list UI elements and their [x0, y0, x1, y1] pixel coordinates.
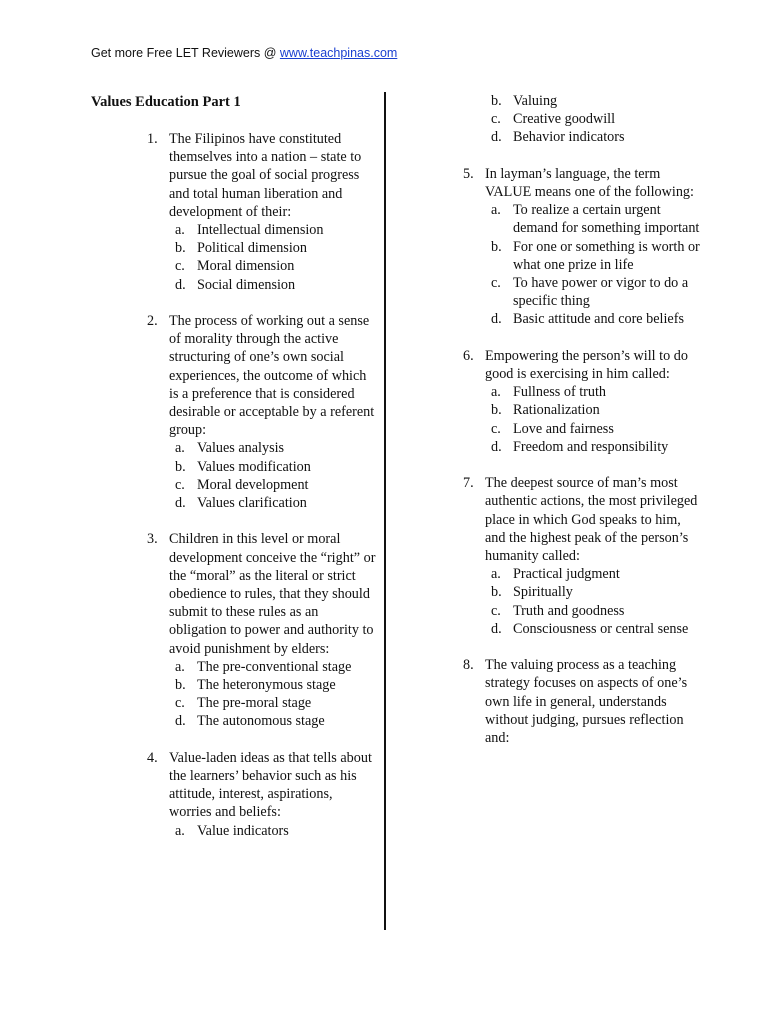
option-list	[169, 822, 376, 840]
answer-option	[169, 476, 376, 494]
answer-option	[169, 257, 376, 275]
question-number: 4.	[147, 749, 158, 766]
option-text: Behavior indicators	[513, 129, 625, 146]
answer-option	[485, 438, 700, 456]
header-text: Get more Free LET Reviewers @	[91, 46, 280, 60]
question-item	[455, 165, 700, 329]
option-letter: c.	[175, 695, 185, 712]
option-text: Truth and goodness	[513, 602, 625, 619]
option-text: The pre-moral stage	[197, 695, 312, 712]
answer-option	[485, 128, 700, 146]
option-letter: c.	[491, 275, 501, 292]
answer-option	[485, 310, 700, 328]
option-letter: a.	[491, 384, 501, 401]
teachpinas-link[interactable]: www.teachpinas.com	[279, 46, 398, 60]
answer-option	[169, 439, 376, 457]
option-text: Valuing	[513, 93, 558, 109]
continued-options	[455, 92, 700, 147]
option-text: Moral dimension	[197, 258, 295, 275]
option-text: To realize a certain urgent demand for something important	[513, 202, 700, 237]
option-text: Social dimension	[197, 276, 296, 293]
left-question-list	[91, 130, 376, 840]
option-letter: a.	[175, 440, 185, 457]
question-item	[91, 530, 376, 730]
option-text: The autonomous stage	[197, 713, 325, 730]
option-letter: a.	[175, 822, 185, 839]
answer-option	[485, 583, 700, 601]
answer-option	[485, 383, 700, 401]
option-text: To have power or vigor to do a specific thing	[513, 275, 689, 310]
option-list	[169, 439, 376, 512]
answer-option	[485, 238, 700, 274]
question-stem: In layman’s language, the term VALUE means one of the following:	[485, 165, 694, 200]
option-letter: a.	[175, 658, 185, 675]
answer-option	[485, 620, 700, 638]
option-text: The heteronymous stage	[197, 677, 336, 694]
option-text: Values modification	[197, 458, 311, 475]
question-number: 7.	[463, 475, 474, 492]
option-letter: b.	[491, 402, 502, 419]
option-letter: d.	[175, 713, 186, 730]
option-letter: d.	[491, 129, 502, 146]
option-list	[485, 565, 700, 638]
question-number: 1.	[147, 131, 158, 147]
answer-option	[169, 276, 376, 294]
option-letter: a.	[491, 566, 501, 583]
option-list	[169, 221, 376, 294]
option-letter: b.	[491, 93, 502, 109]
option-text: For one or something is worth or what one prize in life	[513, 238, 700, 273]
question-number: 8.	[463, 657, 474, 674]
question-stem: Empowering the person’s will to do good is exercising in him called:	[485, 347, 688, 383]
question-stem: The deepest source of man’s most authentic actions, the most privileged place in which God speaks to him, and the highest peak of the person’s humanity called:	[485, 475, 698, 565]
answer-option	[169, 221, 376, 239]
question-stem: The valuing process as a teaching strategy focuses on aspects of one’s own life in general, understands without judging, pursues reflection and:	[485, 657, 688, 747]
option-letter: c.	[491, 420, 501, 437]
option-letter: c.	[491, 111, 501, 128]
question-item	[91, 312, 376, 512]
option-list	[169, 658, 376, 731]
option-text: Political dimension	[197, 240, 307, 257]
question-item	[91, 749, 376, 840]
option-text: Basic attitude and core beliefs	[513, 311, 684, 328]
option-text: Practical judgment	[513, 566, 620, 583]
option-letter: d.	[491, 311, 502, 328]
option-text: Value indicators	[197, 822, 289, 839]
option-list	[485, 201, 700, 328]
option-text: Creative goodwill	[513, 111, 616, 128]
question-stem: Value-laden ideas as that tells about the learners’ behavior such as his attitude, interest, aspirations, worries and beliefs:	[169, 749, 372, 821]
option-text: Values clarification	[197, 495, 307, 512]
option-letter: c.	[175, 258, 185, 275]
option-letter: a.	[491, 202, 501, 219]
option-letter: b.	[175, 240, 186, 257]
option-letter: b.	[175, 677, 186, 694]
option-letter: d.	[491, 620, 502, 637]
option-text: Values analysis	[197, 440, 285, 457]
answer-option	[485, 274, 700, 310]
answer-option	[485, 565, 700, 583]
option-list	[485, 383, 700, 456]
answer-option	[169, 694, 376, 712]
right-column	[455, 92, 700, 765]
question-stem: The Filipinos have constituted themselves into a nation – state to pursue the goal of social progress and total human liberation and development of their:	[169, 131, 362, 220]
option-letter: c.	[175, 476, 185, 493]
option-letter: b.	[491, 584, 502, 601]
option-text: Fullness of truth	[513, 384, 607, 401]
answer-option	[485, 201, 700, 237]
question-item	[455, 656, 700, 747]
answer-option	[169, 676, 376, 694]
option-letter: d.	[175, 495, 186, 512]
continued-option-list	[485, 92, 700, 147]
option-text: Rationalization	[513, 402, 600, 419]
question-stem: Children in this level or moral development conceive the “right” or the “moral” as the literal or strict obedience to rules, that they should submit to these rules as an obligation to power and authority to avoid punishment by elders:	[169, 531, 376, 657]
answer-option	[169, 239, 376, 257]
page-header	[91, 46, 397, 60]
question-number: 2.	[147, 313, 158, 330]
option-text: Love and fairness	[513, 420, 614, 437]
option-text: Moral development	[197, 476, 309, 493]
option-letter: c.	[491, 602, 501, 619]
question-item	[455, 347, 700, 456]
answer-option	[485, 602, 700, 620]
column-divider	[384, 92, 386, 930]
option-letter: b.	[491, 238, 502, 255]
question-item	[91, 130, 376, 294]
document-title: Values Education Part 1	[91, 94, 241, 110]
option-text: The pre-conventional stage	[197, 658, 352, 675]
answer-option	[169, 458, 376, 476]
answer-option	[169, 494, 376, 512]
left-column	[91, 92, 376, 858]
question-number: 3.	[147, 531, 158, 548]
answer-option	[485, 110, 700, 128]
answer-option	[485, 92, 700, 110]
option-text: Intellectual dimension	[197, 222, 324, 239]
question-number: 6.	[463, 347, 474, 364]
answer-option	[169, 658, 376, 676]
answer-option	[485, 420, 700, 438]
option-text: Freedom and responsibility	[513, 438, 669, 455]
option-letter: d.	[175, 276, 186, 293]
option-text: Consciousness or central sense	[513, 620, 689, 637]
option-letter: d.	[491, 438, 502, 455]
question-item	[455, 474, 700, 638]
answer-option	[169, 712, 376, 730]
answer-option	[169, 822, 376, 840]
option-letter: b.	[175, 458, 186, 475]
answer-option	[485, 401, 700, 419]
option-text: Spiritually	[513, 584, 573, 601]
option-letter: a.	[175, 222, 185, 239]
question-stem: The process of working out a sense of morality through the active structuring of one’s own social experiences, the outcome of which is a preference that is considered desirable or acceptable by a referent group:	[169, 313, 375, 439]
right-question-list	[455, 165, 700, 747]
question-number: 5.	[463, 165, 474, 182]
